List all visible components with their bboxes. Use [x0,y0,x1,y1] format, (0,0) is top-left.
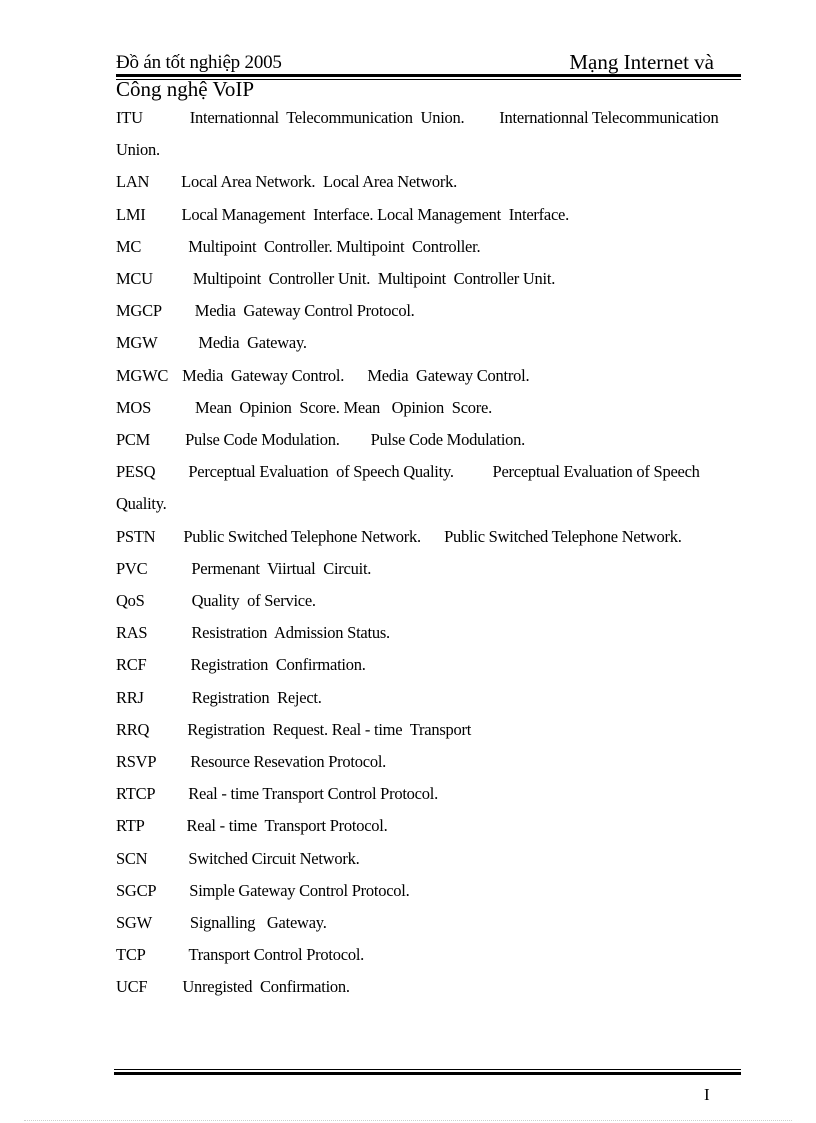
abbreviation-entry [116,810,728,842]
abbreviation-entry [116,714,728,746]
abbreviation-term: PESQ [116,462,156,482]
abbreviation-term: LMI [116,204,146,224]
abbreviation-term: RTCP [116,784,156,804]
abbreviation-term: SGW [116,913,152,933]
abbreviation-entry [116,939,728,971]
abbreviation-term: MCU [116,269,153,289]
abbreviation-definition: Real - time Transport Protocol. [186,816,388,836]
abbreviation-entry [116,199,728,231]
abbreviation-entry [116,456,728,520]
abbreviation-definition: Media Gateway Control Protocol. [194,301,415,321]
abbreviation-definition: Real - time Transport Control Protocol. [188,784,438,804]
abbreviation-definition: Resistration Admission Status. [191,623,390,643]
abbreviation-entry [116,617,728,649]
abbreviation-term: RTP [116,816,145,836]
abbreviation-definition: Switched Circuit Network. [188,848,360,868]
abbreviation-definition: Registration Request. Real - time Transport [187,719,472,739]
abbreviation-term: RAS [116,623,148,643]
abbreviation-definition: Mean Opinion Score. Mean Opinion Score. [195,397,492,417]
abbreviation-definition: Internationnal Telecommunication Union. Internationnal Telecommunication Union. [116,108,727,160]
abbreviation-entry [116,263,728,295]
abbreviation-term: UCF [116,977,148,997]
abbreviation-definition: Media Gateway. [198,333,307,353]
page-header [116,50,741,100]
abbreviation-entry [116,649,728,681]
abbreviation-term: MC [116,236,142,256]
abbreviation-term: QoS [116,591,145,611]
abbreviation-entry [116,360,728,392]
abbreviation-term: RRQ [116,719,150,739]
abbreviation-definition: Multipoint Controller Unit. Multipoint Controller Unit. [192,269,556,289]
abbreviation-entry [116,295,728,327]
abbreviation-definition: Transport Control Protocol. [188,945,365,965]
abbreviation-entry [116,907,728,939]
abbreviation-term: RSVP [116,752,157,772]
abbreviation-term: RCF [116,655,147,675]
abbreviation-entry [116,521,728,553]
abbreviation-entry [116,327,728,359]
abbreviation-term: SGCP [116,880,157,900]
header-document-title: Mạng Internet và [569,50,714,74]
abbreviation-definition: Permenant Viirtual Circuit. [191,558,372,578]
abbreviation-definition: Simple Gateway Control Protocol. [189,880,410,900]
page-bottom-edge [24,1120,792,1121]
abbreviation-entry [116,392,728,424]
abbreviation-definition: Quality of Service. [191,591,316,611]
header-project-title: Đồ án tốt nghiệp 2005 [116,52,282,73]
abbreviation-definition: Pulse Code Modulation. Pulse Code Modulation. [185,430,526,450]
abbreviation-definition: Signalling Gateway. [189,913,327,933]
abbreviation-entry [116,102,728,166]
abbreviation-term: MGWC [116,365,169,385]
abbreviation-list [116,102,728,1004]
abbreviation-term: TCP [116,945,146,965]
abbreviation-entry [116,778,728,810]
abbreviation-definition: Unregisted Confirmation. [182,977,350,997]
abbreviation-entry [116,875,728,907]
abbreviation-definition: Media Gateway Control. Media Gateway Control. [182,365,530,385]
abbreviation-term: MOS [116,397,152,417]
abbreviation-term: RRJ [116,687,144,707]
abbreviation-term: MGCP [116,301,162,321]
abbreviation-entry [116,166,728,198]
abbreviation-definition: Local Area Network. Local Area Network. [181,172,458,192]
page-number: I [704,1085,710,1104]
abbreviation-term: SCN [116,848,148,868]
abbreviation-entry [116,424,728,456]
abbreviation-entry [116,553,728,585]
abbreviation-definition: Multipoint Controller. Multipoint Controller. [188,236,481,256]
abbreviation-term: PSTN [116,526,156,546]
footer-divider-thin [114,1069,741,1070]
abbreviation-definition: Registration Confirmation. [190,655,366,675]
abbreviation-term: PCM [116,430,151,450]
abbreviation-entry [116,682,728,714]
abbreviation-definition: Public Switched Telephone Network. Public Switched Telephone Network. [183,526,682,546]
abbreviation-entry [116,971,728,1003]
abbreviation-entry [116,746,728,778]
abbreviation-term: LAN [116,172,150,192]
abbreviation-entry [116,231,728,263]
abbreviation-term: MGW [116,333,158,353]
abbreviation-term: PVC [116,558,148,578]
abbreviation-definition: Perceptual Evaluation of Speech Quality. Perceptual Evaluation of Speech Quality. [116,462,704,514]
abbreviation-definition: Resource Resevation Protocol. [190,752,387,772]
abbreviation-definition: Registration Reject. [191,687,322,707]
footer-divider-thick [114,1072,741,1075]
abbreviation-term: ITU [116,108,143,127]
header-document-title-continued: Công nghệ VoIP [116,77,255,101]
abbreviation-entry [116,585,728,617]
abbreviation-definition: Local Management Interface. Local Management Interface. [181,204,569,224]
abbreviation-entry [116,843,728,875]
